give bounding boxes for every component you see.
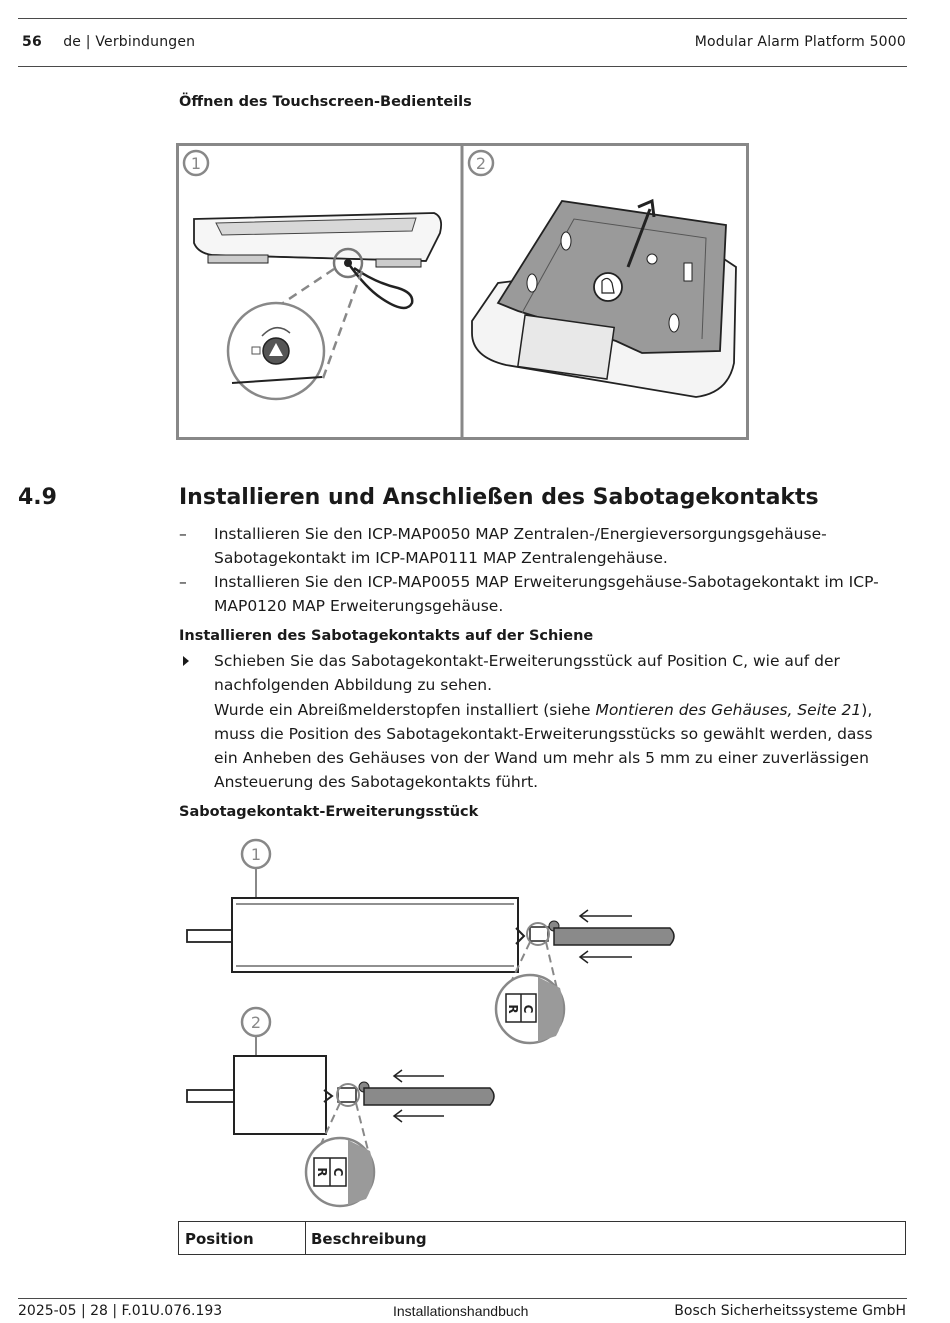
figure1-illustration	[176, 143, 750, 441]
list-marker-2: –	[179, 573, 187, 591]
header-bottom-rule	[18, 66, 907, 67]
callout-1: 1	[250, 845, 262, 864]
step-line1: Schieben Sie das Sabotagekontakt-Erweiterungsstück auf Position C, wie auf der	[214, 652, 840, 670]
position-table	[178, 1221, 906, 1255]
cross-reference-link[interactable]: Montieren des Gehäuses, Seite 21	[595, 700, 862, 719]
footer-right: Bosch Sicherheitssysteme GmbH	[674, 1303, 906, 1319]
figure2-title: Sabotagekontakt-Erweiterungsstück	[179, 804, 479, 820]
letter-r-bottom: R	[315, 1167, 329, 1177]
figure2-illustration	[180, 836, 700, 1212]
step-text	[214, 649, 904, 795]
footer-rule	[18, 1298, 907, 1299]
panel2-label: 2	[475, 154, 487, 173]
step-line4: muss die Position des Sabotagekontakt-Erweiterungsstücks so gewählt werden, dass	[214, 724, 873, 743]
list-item-2	[214, 570, 904, 619]
list-item-1-line1: Installieren Sie den ICP-MAP0050 MAP Zentralen-/Energieversorgungsgehäuse-	[214, 525, 827, 543]
table-header-position: Position	[185, 1230, 254, 1248]
step-line6: Ansteuerung des Sabotagekontakts führt.	[214, 773, 539, 792]
subheading: Installieren des Sabotagekontakts auf der Schiene	[179, 628, 594, 644]
table-header-description: Beschreibung	[311, 1230, 427, 1248]
step-line2: nachfolgenden Abbildung zu sehen.	[214, 676, 492, 695]
step-triangle-icon	[183, 656, 189, 666]
list-item-1	[214, 522, 904, 571]
letter-r-top: R	[506, 1004, 520, 1014]
figure1-title: Öffnen des Touchscreen-Bedienteils	[179, 94, 472, 110]
section-number: 4.9	[18, 485, 57, 510]
step-line3: Wurde ein Abreißmelderstopfen installiert (siehe Montieren des Gehäuses, Seite 21),	[214, 700, 873, 719]
footer-left: 2025-05 | 28 | F.01U.076.193	[18, 1303, 223, 1319]
section-title: Installieren und Anschließen des Sabotagekontakts	[179, 485, 819, 510]
list-item-2-line2: MAP0120 MAP Erweiterungsgehäuse.	[214, 597, 504, 616]
list-marker-1: –	[179, 525, 187, 543]
footer-center: Installationshandbuch	[393, 1303, 529, 1319]
header-top-rule	[18, 18, 907, 19]
page-number: 56	[22, 34, 42, 50]
callout-2: 2	[250, 1013, 262, 1032]
header-product: Modular Alarm Platform 5000	[694, 34, 906, 50]
header-left	[22, 34, 195, 50]
step-line5: ein Anheben des Gehäuses von der Wand um mehr als 5 mm zu einer zuverlässigen	[214, 749, 869, 768]
list-item-2-line1: Installieren Sie den ICP-MAP0055 MAP Erweiterungsgehäuse-Sabotagekontakt im ICP-	[214, 573, 879, 591]
panel1-label: 1	[190, 154, 202, 173]
list-item-1-line2: Sabotagekontakt im ICP-MAP0111 MAP Zentralengehäuse.	[214, 549, 668, 568]
header-section: de | Verbindungen	[63, 34, 196, 50]
letter-c-top: C	[521, 1004, 535, 1014]
letter-c-bottom: C	[331, 1167, 345, 1177]
